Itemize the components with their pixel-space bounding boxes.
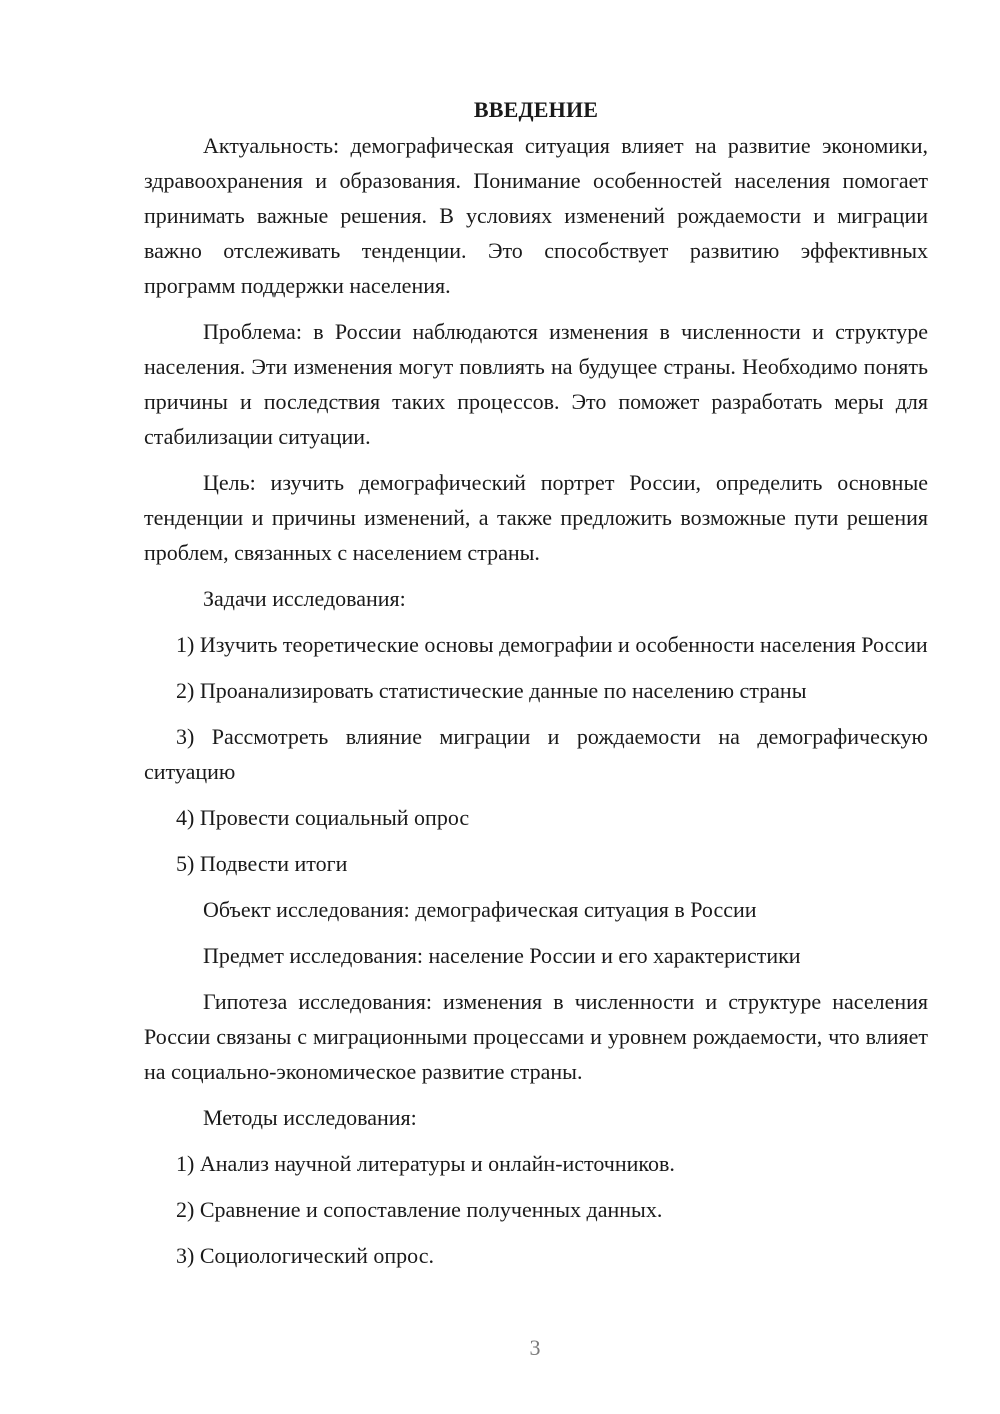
hypothesis-paragraph: Гипотеза исследования: изменения в численности и структуре населения России связаны с миграционными процессами и уровнем рождаемости, что влияет на социально-экономическое развитие страны. [144, 989, 928, 1084]
tasks-title: Задачи исследования: [203, 586, 406, 611]
page-number: 3 [529, 1335, 541, 1360]
method-item-2: 2) Сравнение и сопоставление полученных данных. [176, 1197, 663, 1222]
task-item-5: 5) Подвести итоги [176, 851, 348, 876]
page-content [144, 92, 928, 1284]
method-item-1: 1) Анализ научной литературы и онлайн-источников. [176, 1151, 675, 1176]
section-heading: ВВЕДЕНИЕ [473, 97, 599, 122]
goal-paragraph: Цель: изучить демографический портрет России, определить основные тенденции и причины изменений, а также предложить возможные пути решения проблем, связанных с населением страны. [144, 470, 928, 565]
methods-title: Методы исследования: [203, 1105, 417, 1130]
task-item-4: 4) Провести социальный опрос [176, 805, 470, 830]
object-paragraph: Объект исследования: демографическая ситуация в России [203, 897, 757, 922]
relevance-paragraph: Актуальность: демографическая ситуация влияет на развитие экономики, здравоохранения и образования. Понимание особенностей населения помогает принимать важные решения. В условиях изменений рождаемости и миграции важно отслеживать тенденции. Это способствует развитию эффективных программ поддержки населения. [144, 133, 928, 298]
task-item-2: 2) Проанализировать статистические данные по населению страны [176, 678, 807, 703]
problem-paragraph: Проблема: в России наблюдаются изменения в численности и структуре населения. Эти изменения могут повлиять на будущее страны. Необходимо понять причины и последствия таких процессов. Это поможет разработать меры для стабилизации ситуации. [144, 319, 928, 449]
method-item-3: 3) Социологический опрос. [176, 1243, 434, 1268]
task-item-1: 1) Изучить теоретические основы демографии и особенности населения России [176, 632, 928, 657]
task-item-3: 3) Рассмотреть влияние миграции и рождаемости на демографическую ситуацию [144, 724, 928, 784]
subject-paragraph: Предмет исследования: население России и его характеристики [203, 943, 801, 968]
